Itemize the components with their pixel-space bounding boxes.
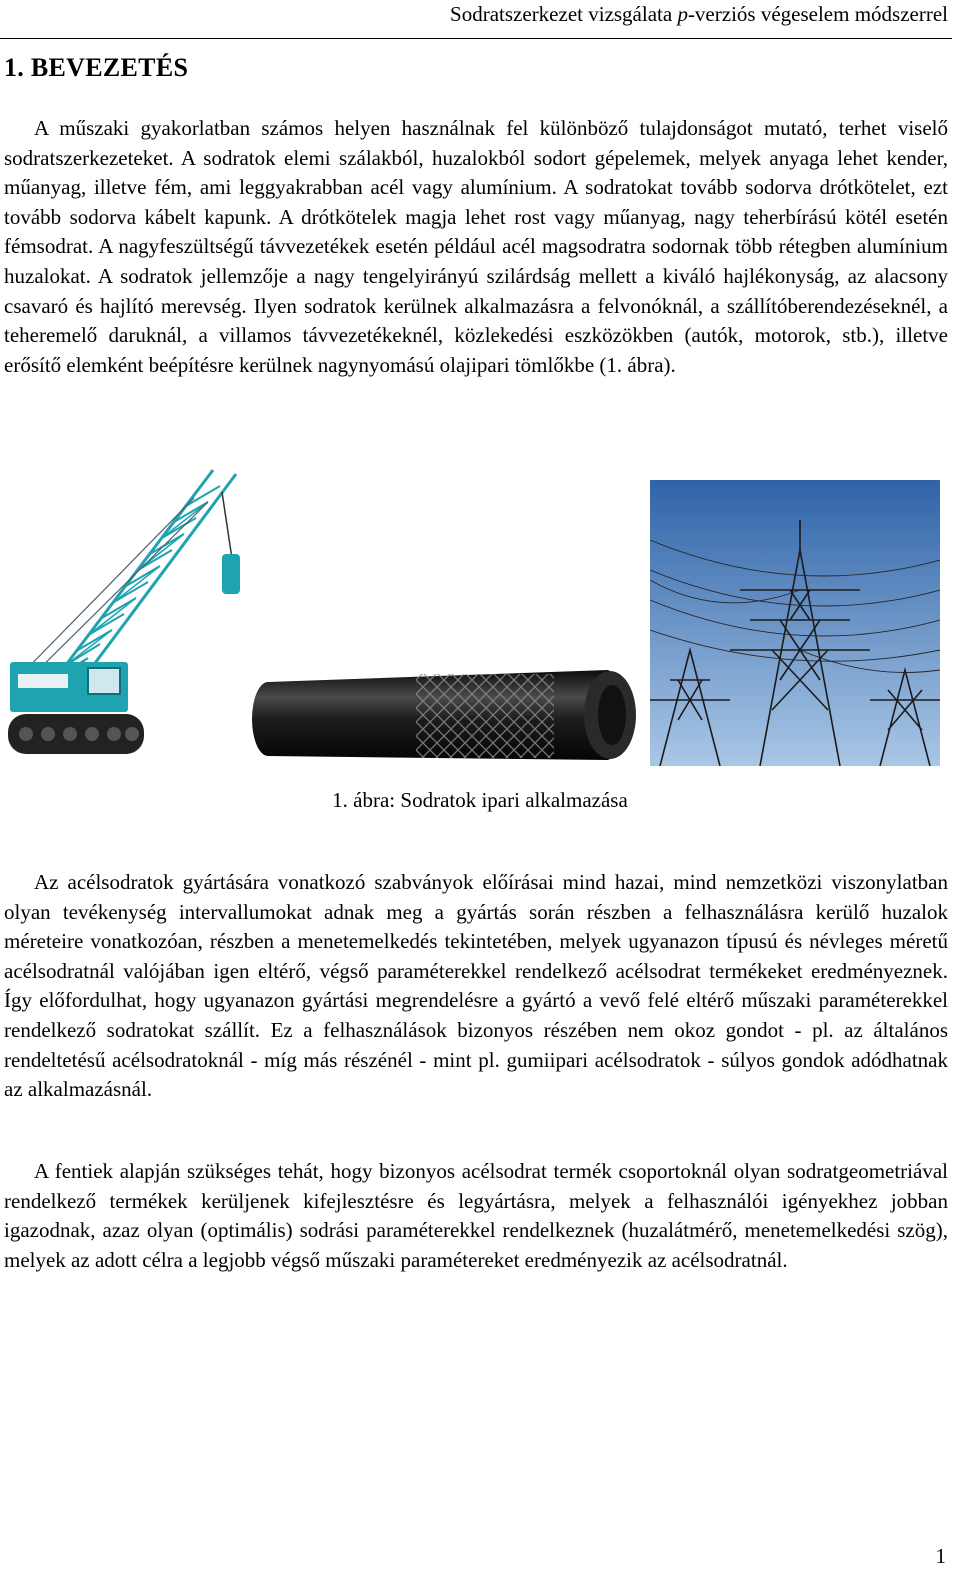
- figure-caption: 1. ábra: Sodratok ipari alkalmazása: [332, 788, 628, 812]
- paragraph-standards: Az acélsodratok gyártására vonatkozó szabványok előírásai mind hazai, mind nemzetközi viszonylatban olyan tevékenység intervallumokat adnak meg a gyártás során részben a felhasználásra kerülő huzalok méreteire vonatkozóan, részben a menetemelkedés tekintetében, melyek ugyanazon típusú és névleges méretű acélsodratnál valójában igen eltérő, végső paraméterekkel rendelkező acélsodrat termékeket eredményeznek. Így előfordulhat, hogy ugyanazon gyártási megrendelésre a gyártó a vevő felé eltérő műszaki paraméterekkel rendelkező sodratokat szállít. Ez a felhasználások bizonyos részében nem okoz gondot - pl. az általános rendeltetésű acélsodratoknál - míg más részénél - mint pl. gumiipari acélsodratok - súlyos gondok adódhatnak az alkalmazásnál.: [4, 870, 948, 1102]
- paragraph-intro: A műszaki gyakorlatban számos helyen használnak fel különböző tulajdonságot mutató, terhet viselő sodratszerkezeteket. A sodratok elemi szálakból, huzalokból sodort gépelemek, melyek anyaga lehet kender, műanyag, illetve fém, ami leggyakrabban acél vagy alumínium. A sodratokat tovább sodorva drótkötelet, ezt tovább sodorva kábelt kapunk. A drótkötelek magja lehet rost vagy műanyag, nagy teherbírású kötél esetén fémsodrat. A nagyfeszültségű távvezetékek esetén például acél magsodratra sodornak több rétegben alumínium huzalokat. A sodratok jellemzője a nagy tengelyirányú szilárdság mellett a kiváló hajlékonyság, az alacsony csavaró és hajlító merevség. Ilyen sodratok kerülnek alkalmazásra a felvonóknál, a szállítóberendezéseknél, a teheremelő daruknál, a villamos távvezetékeknél, közlekedési eszközökben (autók, motorok, stb.), illetve erősítő elemként beépítésre kerülnek nagynyomású olajipari tömlőkbe (1. ábra).: [4, 116, 948, 377]
- running-header: [0, 0, 952, 39]
- paragraph-conclusion: A fentiek alapján szükséges tehát, hogy bizonyos acélsodrat termék csoportoknál olyan sodratgeometriával rendelkező termékek kerüljenek kifejlesztésre és legyártásra, melyek a felhasználói igényekhez jobban igazodnak, azaz olyan (optimális) sodrási paraméterekkel rendelkeznek (huzalátmérő, menetemelkedési szög), melyek az adott célra a legjobb végső műszaki paramétereket eredményezik az acélsodratnál.: [4, 1159, 948, 1272]
- running-title: Sodratszerkezet vizsgálata p-verziós végeselem módszerrel: [450, 2, 948, 26]
- page-number: 1: [935, 1544, 946, 1568]
- crane-image: [8, 462, 244, 764]
- hose-image: [248, 652, 646, 762]
- power-towers-image: [650, 480, 940, 766]
- section-title: 1. BEVEZETÉS: [4, 53, 189, 82]
